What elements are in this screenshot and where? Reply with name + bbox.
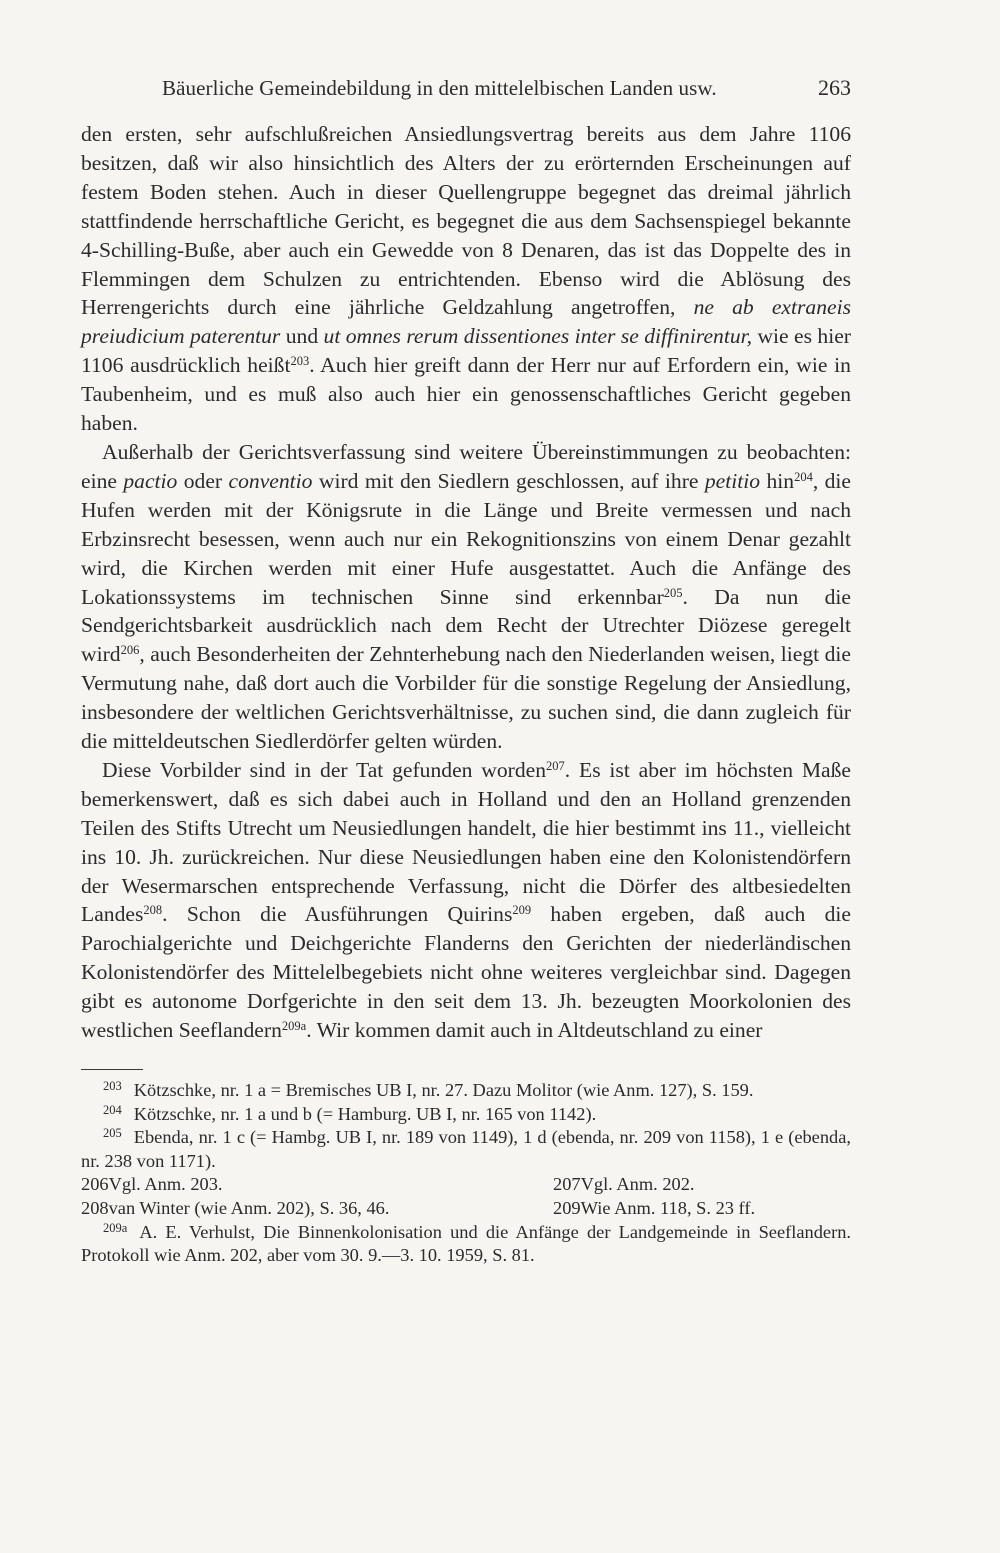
- footnote: [81, 1197, 389, 1221]
- italic-phrase: petitio: [704, 468, 761, 493]
- footnote-reference: 209a: [281, 1019, 307, 1034]
- footnote-reference: 206: [120, 643, 140, 658]
- page-header: [81, 70, 851, 106]
- footnote-text: van Winter (wie Anm. 202), S. 36, 46.: [108, 1197, 390, 1218]
- footnote-text: Wie Anm. 118, S. 23 ff.: [580, 1197, 756, 1218]
- italic-phrase: ne ab extraneis preiudicium paterentur: [81, 295, 851, 349]
- footnote-number: 208: [81, 1197, 109, 1218]
- running-title: Bäuerliche Gemeindebildung in den mittelelbischen Landen usw.: [162, 76, 717, 100]
- page-number: 263: [818, 75, 851, 100]
- footnote: 205 Ebenda, nr. 1 c (= Hambg. UB I, nr. 189 von 1149), 1 d (ebenda, nr. 209 von 1158), 1 e (ebenda, nr. 238 von 1171).: [81, 1126, 851, 1171]
- paragraph: [81, 120, 851, 438]
- footnote: [532, 1173, 695, 1197]
- footnote-text: Vgl. Anm. 202.: [580, 1174, 695, 1195]
- text-run: oder: [177, 468, 229, 493]
- text-run: hin: [760, 468, 795, 493]
- text-run: . Auch hier greift dann der Herr nur auf Erfordern ein, wie in Taubenheim, und es muß also auch hier ein genossenschaftliches Gericht gegeben haben.: [81, 353, 851, 436]
- footnote-text: A. E. Verhulst, Die Binnenkolonisation und die Anfänge der Landgemeinde in Seeflandern. Protokoll wie Anm. 202, aber vom 30. 9.—3. 10. 1959, S. 81.: [81, 1221, 851, 1266]
- footnote-pair: [81, 1197, 851, 1221]
- footnote-number: 206: [81, 1174, 109, 1195]
- book-page: [81, 70, 851, 1268]
- text-run: . Schon die Ausführungen Quirins: [162, 902, 513, 927]
- footnote-text: Kötzschke, nr. 1 a und b (= Hamburg. UB I, nr. 165 von 1142).: [133, 1103, 597, 1124]
- footnote-number: 207: [553, 1174, 581, 1195]
- footnote-text: Kötzschke, nr. 1 a = Bremisches UB I, nr. 27. Dazu Molitor (wie Anm. 127), S. 159.: [133, 1080, 754, 1100]
- footnote: [81, 1173, 223, 1197]
- footnote-pair: [81, 1173, 851, 1197]
- text-run: wie es hier 1106 ausdrücklich heißt: [81, 324, 852, 378]
- footnote: 203 Kötzschke, nr. 1 a = Bremisches UB I, nr. 27. Dazu Molitor (wie Anm. 127), S. 159.: [103, 1079, 754, 1100]
- footnote-reference: 205: [663, 585, 683, 600]
- text-run: , die Hufen werden mit der Königsrute in die Länge und Breite vermessen und nach Erbzinsrecht besessen, wenn auch nur ein Rekognitionszins von einem Denar gezahlt wird, die Kirchen werden mit einer Hufe ausgestattet. Auch die Anfänge des Lokationssystems im technischen Sinne sind erkennbar: [81, 468, 851, 609]
- italic-phrase: pactio: [123, 468, 178, 493]
- main-text: [81, 120, 851, 1045]
- text-run: . Da nun die Sendgerichtsbarkeit ausdrücklich nach dem Recht der Utrechter Diözese geregelt wird: [81, 584, 851, 667]
- footnote-text: Vgl. Anm. 203.: [108, 1174, 223, 1195]
- italic-phrase: conventio: [228, 468, 313, 493]
- footnote: 204 Kötzschke, nr. 1 a und b (= Hamburg. UB I, nr. 165 von 1142).: [103, 1102, 597, 1124]
- footnote-reference: 207: [546, 758, 565, 773]
- footnote-text: Ebenda, nr. 1 c (= Hambg. UB I, nr. 189 von 1149), 1 d (ebenda, nr. 209 von 1158), 1 e (ebenda, nr. 238 von 1171).: [81, 1127, 851, 1171]
- text-run: wird mit den Siedlern geschlossen, auf ihre: [312, 468, 705, 493]
- text-run: und: [280, 324, 324, 349]
- footnote: [532, 1197, 755, 1221]
- footnote-reference: 208: [143, 903, 163, 918]
- footnote: 209a A. E. Verhulst, Die Binnenkolonisation und die Anfänge der Landgemeinde in Seeflandern. Protokoll wie Anm. 202, aber vom 30. 9.—3. 10. 1959, S. 81.: [81, 1220, 851, 1266]
- text-run: den ersten, sehr aufschlußreichen Ansiedlungsvertrag bereits aus dem Jahre 1106 besitzen, daß wir also hinsichtlich des Alters der zu erörternden Erscheinungen auf festem Boden stehen. Auch in dieser Quellengruppe begegnet das dreimal jährlich stattfindende herrschaftliche Gericht, es begegnet die aus dem Sachsenspiegel bekannte 4-Schilling-Buße, aber auch ein Gewedde von 8 Denaren, das ist das Doppelte des in Flemmingen dem Schulzen zu entrichtenden. Ebenso wird die Ablösung des Herrengerichts durch eine jährliche Geldzahlung angetroffen,: [81, 122, 851, 320]
- text-run: haben ergeben, daß auch die Parochialgerichte und Deichgerichte Flanderns den Gerichten der niederländischen Kolonistendörfer des Mittelelbegebiets nicht ohne weiteres vergleichbar sind. Dagegen gibt es autonome Dorfgerichte in den seit dem 13. Jh. bezeugten Moorkolonien des westlichen Seeflandern: [81, 902, 851, 1043]
- text-run: . Es ist aber im höchsten Maße bemerkenswert, daß es sich dabei auch in Holland und den an Holland grenzenden Teilen des Stifts Utrecht um Neusiedlungen handelt, die hier bestimmt ins 11., vielleicht ins 10. Jh. zurückreichen. Nur diese Neusiedlungen haben eine den Kolonistendörfern der Wesermarschen entsprechende Verfassung, nicht die Dörfer des altbesiedelten Landes: [81, 757, 851, 927]
- italic-phrase: ut omnes rerum dissentiones inter se diffinirentur,: [323, 324, 753, 349]
- footnotes: [81, 1079, 851, 1268]
- footnote-number: 209: [553, 1197, 581, 1218]
- text-run: Diese Vorbilder sind in der Tat gefunden worden: [102, 757, 547, 782]
- footnote-reference: 203: [290, 354, 310, 369]
- paragraph: [81, 756, 851, 1045]
- paragraph: [81, 438, 851, 756]
- text-run: , auch Besonderheiten der Zehnterhebung nach den Niederlanden weisen, liegt die Vermutung nahe, daß dort auch die Vorbilder für die sonstige Regelung der Ansiedlung, insbesondere der weltlichen Gerichtsverhältnisse, zu suchen sind, die dann zugleich für die mitteldeutschen Siedlerdörfer gelten würden.: [81, 642, 851, 754]
- text-run: Außerhalb der Gerichtsverfassung sind weitere Übereinstimmungen zu beobachten: eine: [81, 439, 851, 493]
- footnote-separator-rule: [81, 1069, 143, 1070]
- footnote-reference: 204: [794, 469, 813, 484]
- footnote-reference: 209: [512, 903, 532, 918]
- text-run: . Wir kommen damit auch in Altdeutschland zu einer: [306, 1018, 763, 1043]
